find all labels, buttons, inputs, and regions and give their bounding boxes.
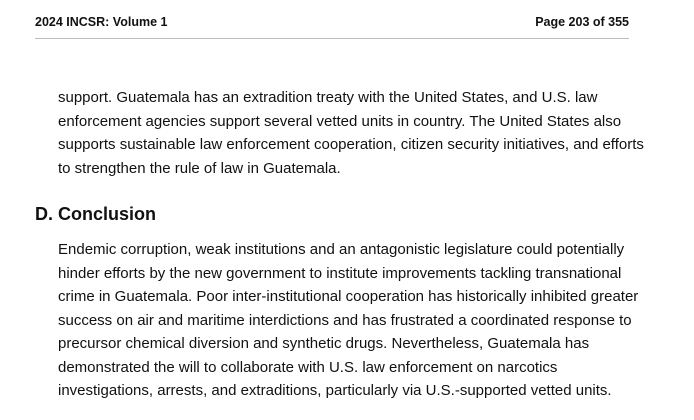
document-title: 2024 INCSR: Volume 1 <box>35 15 168 29</box>
text-line: supports sustainable law enforcement cooperation, citizen security initiatives, and efforts <box>58 136 644 153</box>
text-line: Endemic corruption, weak institutions and an antagonistic legislature could potentially <box>58 241 625 258</box>
body-paragraph <box>58 86 643 180</box>
conclusion-paragraph <box>58 238 643 403</box>
text-line: investigations, arrests, and extraditions, particularly via U.S.-supported vetted units. <box>58 382 612 399</box>
page-number: Page 203 of 355 <box>535 15 629 29</box>
text-line: demonstrated the will to collaborate with U.S. law enforcement on narcotics <box>58 358 558 376</box>
text-line: to strengthen the rule of law in Guatemala. <box>58 159 341 177</box>
section-heading: D. Conclusion <box>35 204 156 224</box>
text-line: success on air and maritime interdictions and has frustrated a coordinated response to <box>58 311 632 329</box>
text-line: support. Guatemala has an extradition treaty with the United States, and U.S. law <box>58 89 598 106</box>
text-line: hinder efforts by the new government to institute improvements tackling transnational <box>58 264 622 282</box>
text-line: enforcement agencies support several vetted units in country. The United States also <box>58 112 622 130</box>
text-line: crime in Guatemala. Poor inter-institutional cooperation has historically inhibited greater <box>58 288 639 305</box>
text-line: precursor chemical diversion and synthetic drugs. Nevertheless, Guatemala has <box>58 335 590 352</box>
page-header <box>35 8 629 39</box>
